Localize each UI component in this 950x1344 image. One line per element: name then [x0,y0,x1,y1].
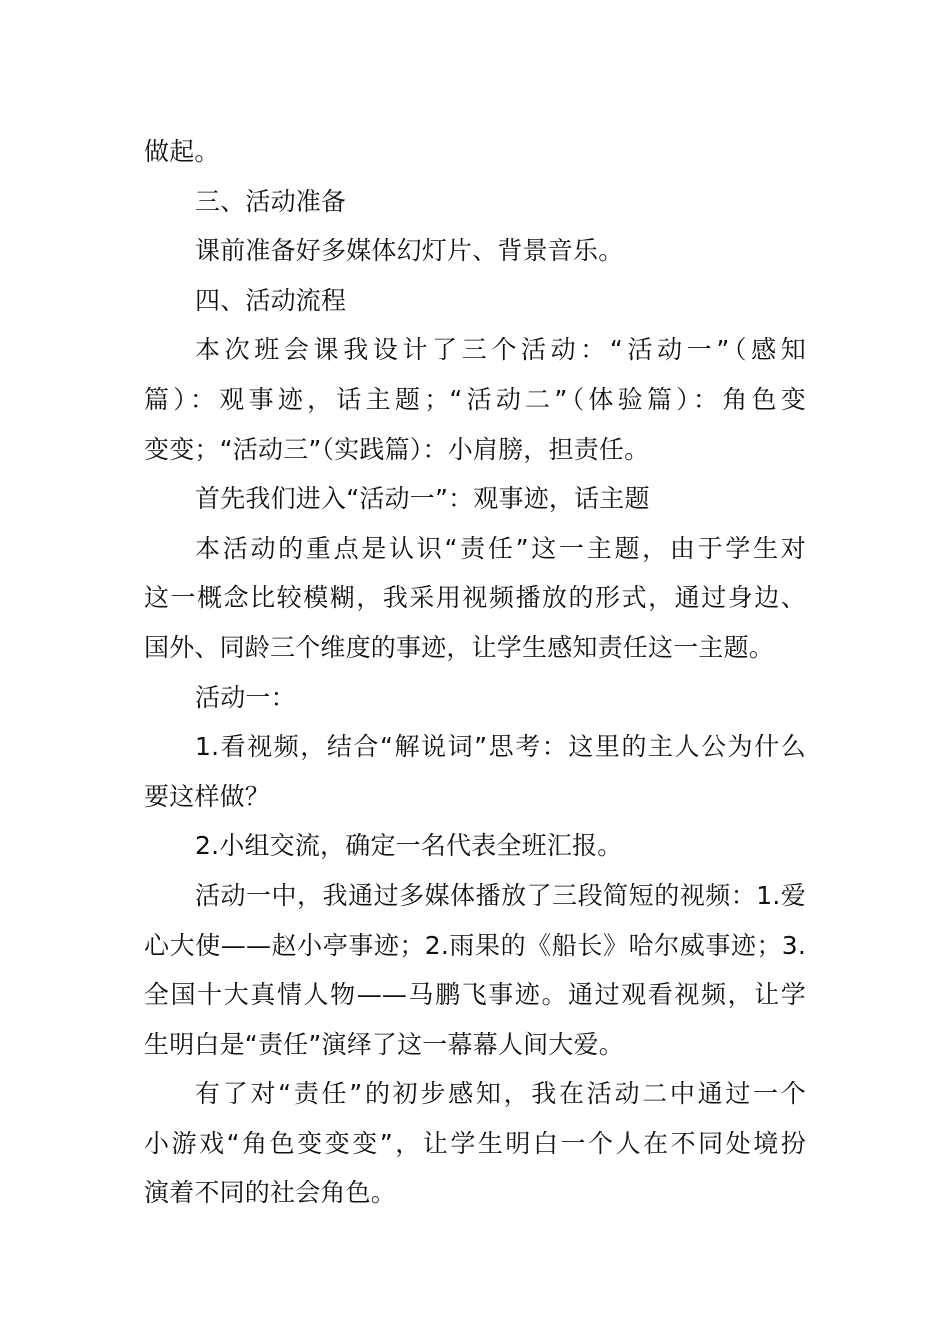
text-line: 有了对“责任”的初步感知，我在活动二中通过一个 [195,1079,806,1109]
text-line: 小游戏“角色变变变”，让学生明白一个人在不同处境扮 [144,1128,806,1158]
text-line: 这一概念比较模糊，我采用视频播放的形式，通过身边、 [144,583,806,613]
text-line: 四、活动流程 [195,285,347,315]
paragraph [144,474,806,524]
text-line: 变变；“活动三”（实践篇）：小肩膀，担责任。 [144,434,650,464]
section-heading [144,177,806,227]
text-line: 活动一： [195,682,296,712]
text-line: 三、活动准备 [195,186,347,216]
paragraph [144,524,806,673]
section-heading [144,276,806,326]
paragraph [144,127,806,177]
text-line: 心大使——赵小亭事迹；2.雨果的《船长》哈尔威事迹；3. [144,930,806,960]
text-line: 本次班会课我设计了三个活动：“活动一”（感知 [195,335,806,365]
text-line: 国外、同龄三个维度的事迹，让学生感知责任这一主题。 [144,632,775,662]
text-line: 本活动的重点是认识“责任”这一主题，由于学生对 [195,533,806,563]
paragraph [144,871,806,1069]
paragraph [144,722,806,821]
text-line: 演着不同的社会角色。 [144,1178,397,1208]
text-line: 生明白是“责任”演绎了这一幕幕人间大爱。 [144,1029,624,1059]
text-line: 做起。 [144,137,220,166]
text-line: 活动一中，我通过多媒体播放了三段简短的视频：1.爱 [195,880,806,910]
paragraph [144,1069,806,1218]
text-line: 全国十大真情人物——马鹏飞事迹。通过观看视频，让学 [144,980,806,1010]
text-line: 首先我们进入“活动一”：观事迹，话主题 [195,484,650,514]
paragraph [144,673,806,723]
paragraph [144,821,806,871]
text-line: 1.看视频，结合“解说词”思考：这里的主人公为什么 [195,732,806,762]
paragraph [144,226,806,276]
paragraph [144,325,806,474]
text-line: 要这样做？ [144,781,271,811]
text-line: 篇）：观事迹，话主题；“活动二”（体验篇）：角色变 [144,384,806,414]
document-body [144,127,806,1218]
text-line: 课前准备好多媒体幻灯片、背景音乐。 [195,236,624,266]
text-line: 2.小组交流，确定一名代表全班汇报。 [195,831,623,861]
